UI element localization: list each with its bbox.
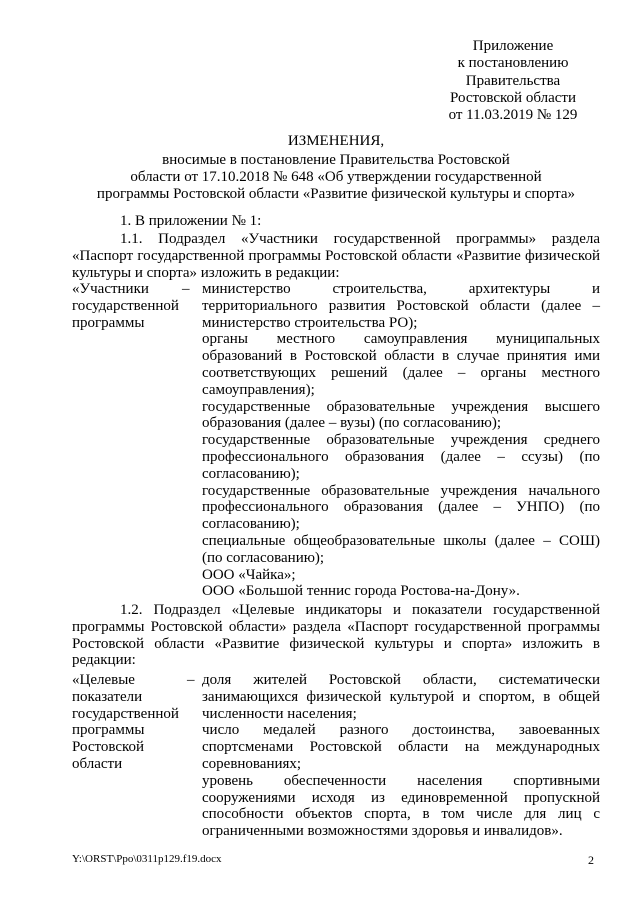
label-dash: – bbox=[187, 672, 195, 688]
appendix-line: Приложение bbox=[472, 38, 554, 54]
participants-label bbox=[72, 281, 190, 331]
list-item: число медалей разного достоинства, завоеванных спортсменами Ростовской области на международных соревнованиях; bbox=[202, 722, 600, 772]
label-line: показатели bbox=[72, 688, 143, 705]
heading-title: ИЗМЕНЕНИЯ, bbox=[287, 133, 385, 149]
page-number: 2 bbox=[588, 853, 594, 867]
label-line: области bbox=[72, 755, 123, 772]
participants-list bbox=[202, 281, 600, 600]
heading-line: программы Ростовской области «Развитие физической культуры и спорта» bbox=[96, 186, 576, 202]
list-item: доля жителей Ростовской области, систематически занимающихся физической культурой и спортом, в общей численности населения; bbox=[202, 672, 600, 722]
footer-file-path: Y:\ORST\Ppo\0311p129.f19.docx bbox=[72, 853, 222, 865]
appendix-line: к постановлению bbox=[457, 55, 569, 72]
list-item: государственные образовательные учреждения среднего профессионального образования (далее – ссузы) (по согласованию); bbox=[202, 432, 600, 482]
label-dash: – bbox=[182, 281, 190, 297]
heading-line: области от 17.10.2018 № 648 «Об утверждении государственной bbox=[130, 169, 542, 185]
list-item: специальные общеобразовательные школы (далее – СОШ) (по согласованию); bbox=[202, 532, 600, 566]
appendix-line: от 11.03.2019 № 129 bbox=[448, 107, 578, 124]
list-item: государственные образовательные учреждения высшего образования (далее – вузы) (по согласованию); bbox=[202, 398, 600, 432]
label-line: «Целевые bbox=[72, 672, 135, 688]
list-item: ООО «Чайка»; bbox=[202, 566, 296, 583]
document-heading bbox=[72, 133, 600, 203]
indicators-label bbox=[72, 672, 190, 773]
list-item: министерство строительства, архитектуры и территориального развития Ростовской области (далее – министерство строительства РО); bbox=[202, 281, 600, 331]
label-line: программы bbox=[72, 722, 145, 739]
heading-line: вносимые в постановление Правительства Ростовской bbox=[162, 152, 510, 168]
appendix-line: Ростовской области bbox=[450, 89, 576, 106]
appendix-line: Правительства bbox=[465, 72, 561, 89]
list-item: органы местного самоуправления муниципальных образований в Ростовской области в случае принятия ими соответствующих решений (далее – органы местного самоуправления); bbox=[202, 331, 600, 398]
label-line: программы bbox=[72, 314, 145, 331]
label-line: Ростовской bbox=[72, 739, 145, 756]
list-item: государственные образовательные учреждения начального профессионального образования (далее – УНПО) (по согласованию); bbox=[202, 482, 600, 533]
paragraph-1-2: 1.2. Подраздел «Целевые индикаторы и показатели государственной программы Ростовской области» раздела «Паспорт государственной программы Ростовской области «Развитие физической культуры и спорта» изложить в редакции: bbox=[72, 602, 600, 669]
list-item: ООО «Большой теннис города Ростова-на-Дону». bbox=[202, 583, 520, 600]
appendix-block bbox=[418, 38, 608, 124]
paragraph-1: 1. В приложении № 1: bbox=[120, 213, 262, 229]
label-line: «Участники bbox=[72, 281, 149, 297]
list-item: уровень обеспеченности населения спортивными сооружениями исходя из единовременной пропускной способности объектов спорта, в том числе для лиц с ограниченными возможностями здоровья и инвалидов». bbox=[202, 772, 600, 840]
indicators-list bbox=[202, 672, 600, 840]
label-line: государственной bbox=[72, 705, 179, 722]
label-line: государственной bbox=[72, 297, 179, 314]
paragraph-1-1: 1.1. Подраздел «Участники государственной программы» раздела «Паспорт государственной программы Ростовской области «Развитие физической культуры и спорта» изложить в редакции: bbox=[72, 231, 600, 281]
